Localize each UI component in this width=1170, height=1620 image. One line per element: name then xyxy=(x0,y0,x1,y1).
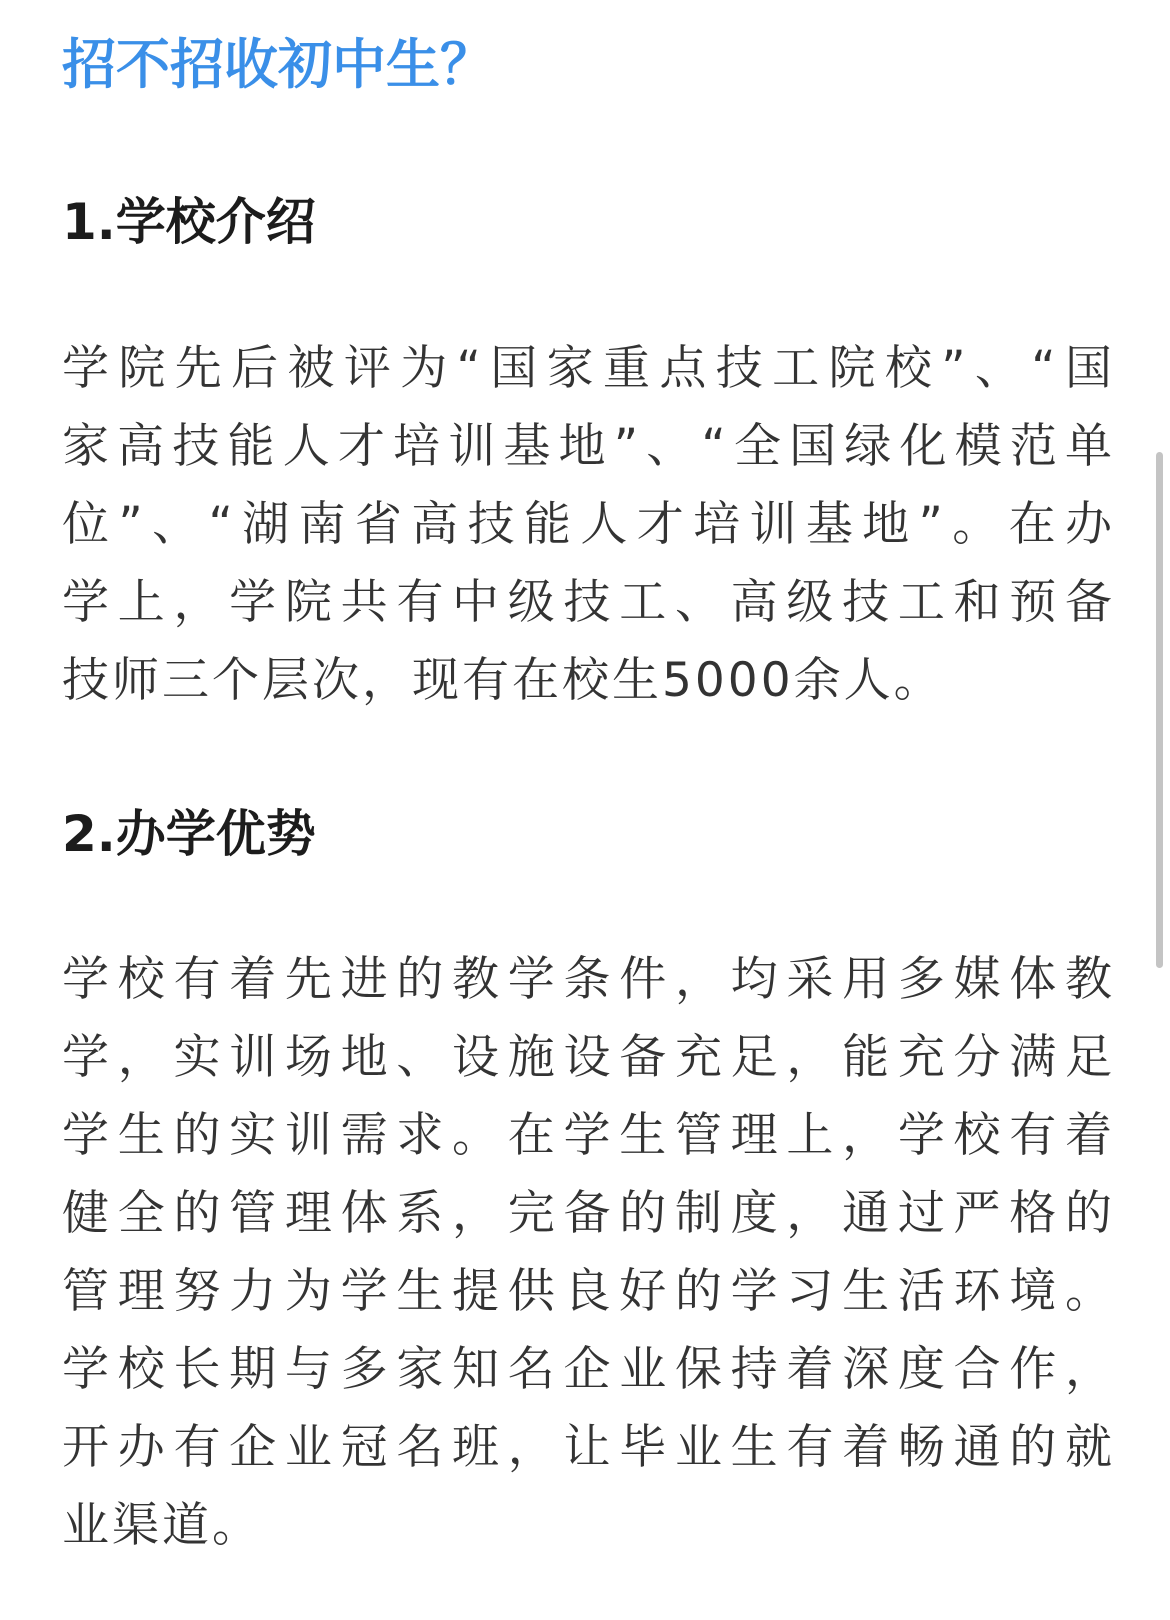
paragraph-line: 技师三个层次，现有在校生5000余人。 xyxy=(62,653,944,708)
section-heading: 2.办学优势 xyxy=(62,805,316,863)
paragraph-line: 学上，学院共有中级技工、高级技工和预备 xyxy=(62,575,1112,630)
vertical-scrollbar[interactable] xyxy=(1150,0,1170,1620)
paragraph-line: 学院先后被评为“国家重点技工院校”、“国 xyxy=(62,341,1112,396)
paragraph-line: 开办有企业冠名班，让毕业生有着畅通的就 xyxy=(62,1420,1112,1475)
paragraph-line: 业渠道。 xyxy=(62,1498,262,1553)
paragraph-line: 健全的管理体系，完备的制度，通过严格的 xyxy=(62,1186,1112,1241)
paragraph-line: 学，实训场地、设施设备充足，能充分满足 xyxy=(62,1030,1112,1085)
paragraph-line: 管理努力为学生提供良好的学习生活环境。 xyxy=(62,1264,1112,1319)
paragraph-line: 学校长期与多家知名企业保持着深度合作， xyxy=(62,1342,1112,1397)
paragraph-line: 家高技能人才培训基地”、“全国绿化模范单 xyxy=(62,419,1112,474)
article-title: 招不招收初中生？ xyxy=(62,33,494,96)
paragraph-line: 位”、“湖南省高技能人才培训基地”。在办 xyxy=(62,497,1112,552)
paragraph-line: 学生的实训需求。在学生管理上，学校有着 xyxy=(62,1108,1112,1163)
section-heading: 1.学校介绍 xyxy=(62,193,316,251)
paragraph-line: 学校有着先进的教学条件，均采用多媒体教 xyxy=(62,952,1112,1007)
scrollbar-thumb[interactable] xyxy=(1156,452,1163,968)
